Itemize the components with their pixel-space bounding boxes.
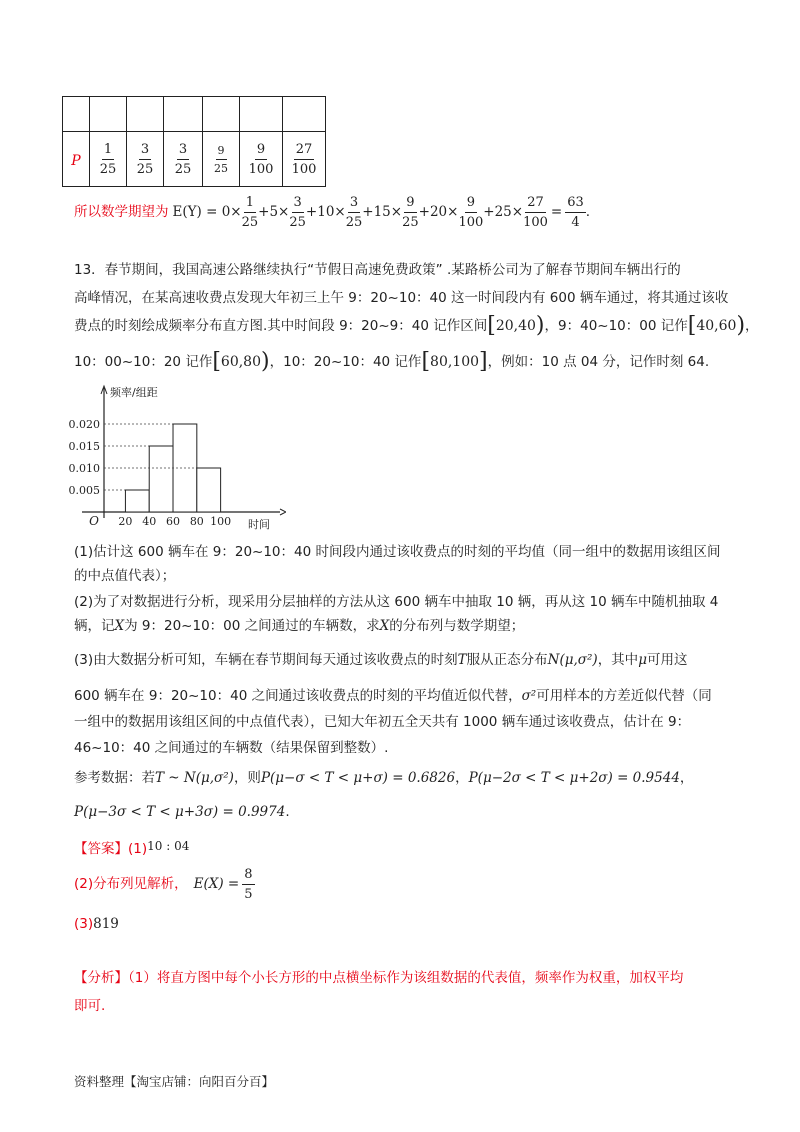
reference-p1: P(μ−σ < T < μ+σ) = 0.6826 [260,770,456,786]
footer-source: 资料整理【淘宝店铺：向阳百分百】 [74,1074,275,1089]
analysis-line-1 [74,968,683,988]
table-probability-row [63,132,326,187]
question-3-line-2 [74,686,712,706]
expectation-line [74,194,590,230]
question-3-line-3: 一组中的数据用该组区间的中点值代表），已知大年初五全天共有 1000 辆车通过该收费点，估计在 9： [74,714,691,730]
reference-line-1 [74,768,693,788]
q3-text-d: 可用这 [646,652,688,668]
frequency-histogram [66,380,286,532]
q3-text-b: 服从正态分布 [466,652,548,668]
prob-num: 9 [255,142,267,160]
answer-2-label: (2) [74,876,94,892]
analysis-tag: 【分析】 [74,970,128,986]
problem-line-2: 高峰情况，在某高速收费点发现大年初三上午 9：20~10：40 这一时间段内有 600 辆车通过，将其通过该收 [74,290,729,306]
table-cell [203,97,240,132]
reference-p3: P(μ−3σ < T < μ+3σ) = 0.9974 [74,804,286,820]
answer-2-num: 8 [242,867,254,885]
reference-condition: T ~ N(μ,σ²) [155,770,234,786]
y-tick-label: 0.005 [68,484,100,497]
problem-line-3a: 费点的时刻绘成频率分布直方图.其中时间段 9：20~9：40 记作区间 [74,318,488,334]
prob-den: 25 [136,161,154,177]
prob-den: 25 [174,161,192,177]
term-den: 25 [402,214,419,230]
table-cell [127,97,164,132]
prob-num: 27 [294,142,315,160]
q2-text-b: 为 9：20~10：00 之间通过的车辆数，求 [124,618,380,634]
q3-line2-text-a: 600 辆车在 9：20~10：40 之间通过该收费点的时刻的平均值近似代替， [74,688,522,704]
prob-den: 100 [248,161,274,177]
problem-line-1: 13．春节期间，我国高速公路继续执行“节假日高速免费政策” .某路桥公司为了解春节期间车辆出行的 [74,262,681,278]
reference-line-2 [74,802,290,822]
q2-text-c: 的分布列与数学期望； [389,618,525,634]
term-coef: +15× [362,204,403,220]
question-1-line-2: 的中点值代表）； [74,568,176,584]
question-1-line-1: (1)估计这 600 辆车在 9：20~10：40 时间段内通过该收费点的时刻的平均值（同一组中的数据用该组区间 [74,544,721,560]
y-tick-label: 0.020 [68,418,100,431]
analysis-line-2: 即可. [74,998,106,1014]
p-label-cell [63,132,90,187]
p-label: P [71,152,81,169]
term-num: 27 [525,195,546,213]
term-coef: +25× [483,204,524,220]
reference-sep-2: ， [679,770,694,786]
origin-label: O [89,514,99,528]
problem-line-4c: ，例如：10 点 04 分，记作时刻 64. [487,354,710,370]
x-tick-label: 20 [118,515,133,528]
term-den: 25 [289,214,306,230]
q2-text-a: 辆，记 [74,618,115,634]
y-tick-label: 0.015 [68,440,100,453]
expectation-prefix: 所以数学期望为 [74,204,169,220]
term-den: 25 [241,214,259,230]
q2-variable-2: X [379,618,390,634]
answer-2-den: 5 [244,886,253,902]
term-num: 9 [465,195,477,213]
term-coef: +20× [418,204,459,220]
term-num: 3 [348,195,360,213]
answer-line-1 [74,836,189,859]
answer-2-expression: E(X) = [193,876,240,892]
term-den: 25 [345,214,363,230]
question-3-line-1 [74,650,687,670]
term-coef: +5× [258,204,290,220]
interval-1: [20,40) [487,313,545,338]
x-axis-arrow [280,509,286,515]
q3-text-c: ，其中 [597,652,639,668]
term-num: 9 [404,195,416,213]
probability-cell [127,132,164,187]
interval-2-value: 40,60 [696,318,737,334]
x-tick-label: 80 [189,515,204,528]
question-3-line-4: 46~10：40 之间通过的车辆数（结果保留到整数）. [74,740,389,756]
histogram-bar [149,446,173,512]
prob-den: 25 [99,161,117,177]
answer-1-value: 10 : 04 [147,839,190,853]
probability-cell [164,132,203,187]
question-2-line-2 [74,616,524,636]
problem-line-4 [74,349,710,374]
y-tick-label: 0.010 [68,462,100,475]
histogram-bar [125,490,149,512]
table-cell [63,97,90,132]
expectation-end: . [585,204,591,220]
x-tick-label: 60 [166,515,181,528]
result-den: 4 [571,214,580,230]
question-2-line-1: (2)为了对数据进行分析，现采用分层抽样的方法从这 600 辆车中抽取 10 辆，再从这 10 辆车中随机抽取 4 [74,594,719,610]
interval-1-value: 20,40 [495,318,536,334]
answer-line-3 [74,914,119,934]
reference-end: . [285,804,290,820]
prob-den: 100 [291,161,317,177]
x-axis-label: 时间 [248,518,270,531]
q3-sigma-squared: σ² [521,688,537,704]
problem-line-3 [74,313,759,338]
problem-line-3b: ，9：40~10：00 记作 [544,318,688,334]
term-den: 100 [523,214,548,230]
expectation-lhs: E(Y) = 0× [172,204,242,220]
probability-cell [240,132,283,187]
prob-num: 1 [102,142,114,160]
term-num: 1 [244,195,256,213]
distribution-table [62,96,326,187]
table-cell [240,97,283,132]
q3-mu: μ [638,652,647,668]
interval-4-value: 80,100 [430,354,480,370]
answer-3-value: 819 [93,916,119,932]
prob-den: 25 [214,161,228,175]
answer-2-text: 分布列见解析， [93,876,188,892]
probability-cell [283,132,326,187]
x-tick-label: 40 [142,515,157,528]
table-cell [164,97,203,132]
y-axis-label: 频率/组距 [110,386,158,399]
term-coef: +10× [305,204,346,220]
q3-variable-T: T [457,652,467,668]
histogram-bar [197,468,221,512]
problem-line-3c: ， [745,318,759,334]
prob-num: 3 [177,142,189,160]
table-cell [90,97,127,132]
q3-line2-text-b: 可用样本的方差近似代替（同 [536,688,712,704]
answer-line-2 [74,866,255,902]
expectation-equals: = [550,204,563,220]
q3-normal-dist: N(μ,σ²) [547,652,598,668]
q2-variable: X [114,618,125,634]
probability-cell [90,132,127,187]
term-num: 3 [292,195,304,213]
q3-text-a: (3)由大数据分析可知，车辆在春节期间每天通过该收费点的时刻 [74,652,458,668]
answer-1-label: (1) [128,841,148,857]
prob-num: 3 [139,142,151,160]
analysis-text-1: （1）将直方图中每个小长方形的中点横坐标作为该组数据的代表值，频率作为权重，加权平均 [128,970,684,986]
x-tick-label: 100 [210,515,232,528]
probability-cell [203,132,240,187]
reference-then: ，则 [233,770,261,786]
reference-sep: ， [455,770,469,786]
reference-p2: P(μ−2σ < T < μ+2σ) = 0.9544 [468,770,680,786]
reference-label: 参考数据：若 [74,770,155,786]
problem-line-4a: 10：00~10：20 记作 [74,354,213,370]
answer-3-label: (3) [74,916,94,932]
interval-4: [80,100] [421,349,488,374]
answer-tag: 【答案】 [74,841,128,857]
interval-2: [40,60) [687,313,746,338]
interval-3: [60,80) [212,349,270,374]
result-num: 63 [565,195,586,213]
table-header-row [63,97,326,132]
problem-line-4b: ，10：20~10：40 记作 [269,354,422,370]
prob-num: 9 [216,144,227,160]
term-den: 100 [458,214,484,230]
interval-3-value: 60,80 [220,354,262,370]
table-cell [283,97,326,132]
